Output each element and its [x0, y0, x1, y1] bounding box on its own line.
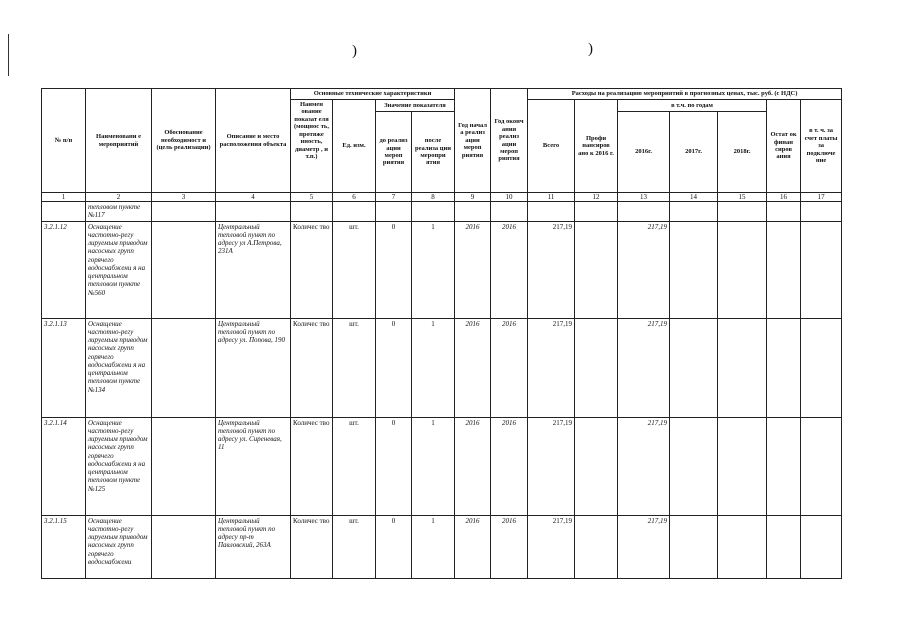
cell-2018 [718, 515, 767, 578]
col-header-2016: 2016г. [618, 112, 670, 193]
cell-total: 217,19 [528, 318, 575, 417]
cell-incl-fee [801, 515, 842, 578]
cell-empty [455, 202, 491, 222]
cell-description: Центральный тепловой пункт по адресу пр-т Павловский, 263А [216, 515, 291, 578]
column-number: 3 [152, 193, 216, 202]
investment-table [41, 88, 842, 579]
table-row [42, 417, 842, 515]
cell-unit: шт. [333, 318, 376, 417]
cell-2016: 217,19 [618, 221, 670, 318]
cell-2016: 217,19 [618, 318, 670, 417]
cell-number: 3.2.1.12 [42, 221, 86, 318]
column-number-row [42, 193, 842, 202]
cell-after: 1 [412, 515, 455, 578]
cell-2017 [670, 221, 718, 318]
col-header-financed: Профи нансиров ано к 2016 г. [575, 100, 618, 193]
cell-justification [152, 318, 216, 417]
cell-remaining [767, 318, 801, 417]
col-header-after: после реализа ции меропри ятия [412, 112, 455, 193]
cell-year-start: 2016 [455, 318, 491, 417]
cell-indicator: Количес тво [291, 221, 333, 318]
col-header-unit: Ед. изм. [333, 100, 376, 193]
cell-empty [333, 202, 376, 222]
cell-empty [152, 202, 216, 222]
cell-description: Центральный тепловой пункт по адресу ул А.Петрова, 231А [216, 221, 291, 318]
cell-2018 [718, 417, 767, 515]
column-number: 6 [333, 193, 376, 202]
cell-financed [575, 417, 618, 515]
cell-year-start: 2016 [455, 221, 491, 318]
cell-empty [216, 202, 291, 222]
cell-empty [528, 202, 575, 222]
column-number: 11 [528, 193, 575, 202]
col-header-costs-group: Расходы на реализацию мероприятий в прогнозных ценах, тыс. руб. (с НДС) [528, 89, 842, 100]
cell-name: Оснащение частотно-регу лируемым приводом насосных групп горячего водоснабжени [86, 515, 152, 578]
column-number: 10 [491, 193, 528, 202]
cell-remaining [767, 515, 801, 578]
cell-year-start: 2016 [455, 417, 491, 515]
cell-remaining [767, 221, 801, 318]
table-row [42, 221, 842, 318]
col-header-year-start: Год начал а реализ ации мероп риятия [455, 89, 491, 193]
cell-year-end: 2016 [491, 318, 528, 417]
cell-2016: 217,19 [618, 515, 670, 578]
cell-2017 [670, 318, 718, 417]
cell-unit: шт. [333, 417, 376, 515]
col-header-remaining: Остат ок финан сиров ания [767, 100, 801, 193]
col-header-total: Всего [528, 100, 575, 193]
cell-name: тепловом пункте №117 [86, 202, 152, 222]
cell-remaining [767, 417, 801, 515]
cell-financed [575, 318, 618, 417]
cell-justification [152, 221, 216, 318]
col-header-incl-fee: в т. ч. за счет платы за подключе ние [801, 100, 842, 193]
col-header-justification: Обоснование необходимост и (цель реализации) [152, 89, 216, 193]
col-header-by-years: в т.ч. по годам [618, 100, 767, 112]
cell-indicator: Количес тво [291, 515, 333, 578]
cell-indicator: Количес тво [291, 318, 333, 417]
cell-2018 [718, 318, 767, 417]
cell-indicator: Количес тво [291, 417, 333, 515]
cell-name: Оснащение частотно-регу лируемым приводом насосных групп горячего водоснабжени я на центральном тепловом пункте №560 [86, 221, 152, 318]
continuation-row [42, 202, 842, 222]
cell-justification [152, 417, 216, 515]
cell-2018 [718, 221, 767, 318]
cell-financed [575, 221, 618, 318]
cell-name: Оснащение частотно-регу лируемым приводом насосных групп горячего водоснабжени я на центральном тепловом пункте №134 [86, 318, 152, 417]
column-number: 2 [86, 193, 152, 202]
cell-incl-fee [801, 221, 842, 318]
column-number: 12 [575, 193, 618, 202]
cell-total: 217,19 [528, 515, 575, 578]
cell-before: 0 [376, 318, 412, 417]
column-number: 15 [718, 193, 767, 202]
col-header-indicator-name: Наимен ование показат еля (мощнос ть, протяже нность, диаметр , и т.п.) [291, 100, 333, 193]
col-header-n: № п/п [42, 89, 86, 193]
cell-year-start: 2016 [455, 515, 491, 578]
cell-empty [42, 202, 86, 222]
cell-incl-fee [801, 318, 842, 417]
cell-before: 0 [376, 221, 412, 318]
scan-edge-mark [8, 34, 9, 76]
cell-number: 3.2.1.14 [42, 417, 86, 515]
col-header-name: Наименовани е мероприятий [86, 89, 152, 193]
cell-empty [718, 202, 767, 222]
cell-after: 1 [412, 221, 455, 318]
cell-description: Центральный тепловой пункт по адресу ул. Сиреневая, 11 [216, 417, 291, 515]
cell-empty [291, 202, 333, 222]
cell-year-end: 2016 [491, 417, 528, 515]
cell-year-end: 2016 [491, 221, 528, 318]
cell-before: 0 [376, 515, 412, 578]
column-number: 1 [42, 193, 86, 202]
cell-empty [412, 202, 455, 222]
table-row [42, 318, 842, 417]
column-number: 13 [618, 193, 670, 202]
cell-empty [618, 202, 670, 222]
column-number: 16 [767, 193, 801, 202]
col-header-description: Описание и место расположения объекта [216, 89, 291, 193]
stray-mark-left: ) [352, 43, 357, 59]
cell-empty [801, 202, 842, 222]
cell-empty [670, 202, 718, 222]
col-header-year-end: Год оконч ания реализ ации мероп риятия [491, 89, 528, 193]
cell-2017 [670, 515, 718, 578]
cell-number: 3.2.1.13 [42, 318, 86, 417]
column-number: 4 [216, 193, 291, 202]
col-header-tech-group: Основные технические характеристики [291, 89, 455, 100]
cell-total: 217,19 [528, 221, 575, 318]
cell-unit: шт. [333, 221, 376, 318]
cell-description: Центральный тепловой пункт по адресу ул. Попова, 190 [216, 318, 291, 417]
cell-year-end: 2016 [491, 515, 528, 578]
cell-after: 1 [412, 318, 455, 417]
cell-2017 [670, 417, 718, 515]
header-row-1 [42, 89, 842, 100]
cell-number: 3.2.1.15 [42, 515, 86, 578]
cell-incl-fee [801, 417, 842, 515]
column-number: 8 [412, 193, 455, 202]
cell-2016: 217,19 [618, 417, 670, 515]
cell-empty [491, 202, 528, 222]
cell-empty [376, 202, 412, 222]
cell-justification [152, 515, 216, 578]
column-number: 14 [670, 193, 718, 202]
cell-empty [575, 202, 618, 222]
col-header-2017: 2017г. [670, 112, 718, 193]
col-header-indicator-value: Значение показателя [376, 100, 455, 112]
cell-unit: шт. [333, 515, 376, 578]
stray-mark-right: ) [588, 41, 593, 57]
cell-empty [767, 202, 801, 222]
column-number: 9 [455, 193, 491, 202]
column-number: 7 [376, 193, 412, 202]
column-number: 5 [291, 193, 333, 202]
col-header-2018: 2018г. [718, 112, 767, 193]
table-row [42, 515, 842, 578]
cell-total: 217,19 [528, 417, 575, 515]
col-header-before: до реализ ации мероп риятия [376, 112, 412, 193]
cell-name: Оснащение частотно-регу лируемым приводом насосных групп горячего водоснабжени я на центральном тепловом пункте №125 [86, 417, 152, 515]
cell-before: 0 [376, 417, 412, 515]
cell-after: 1 [412, 417, 455, 515]
column-number: 17 [801, 193, 842, 202]
cell-financed [575, 515, 618, 578]
